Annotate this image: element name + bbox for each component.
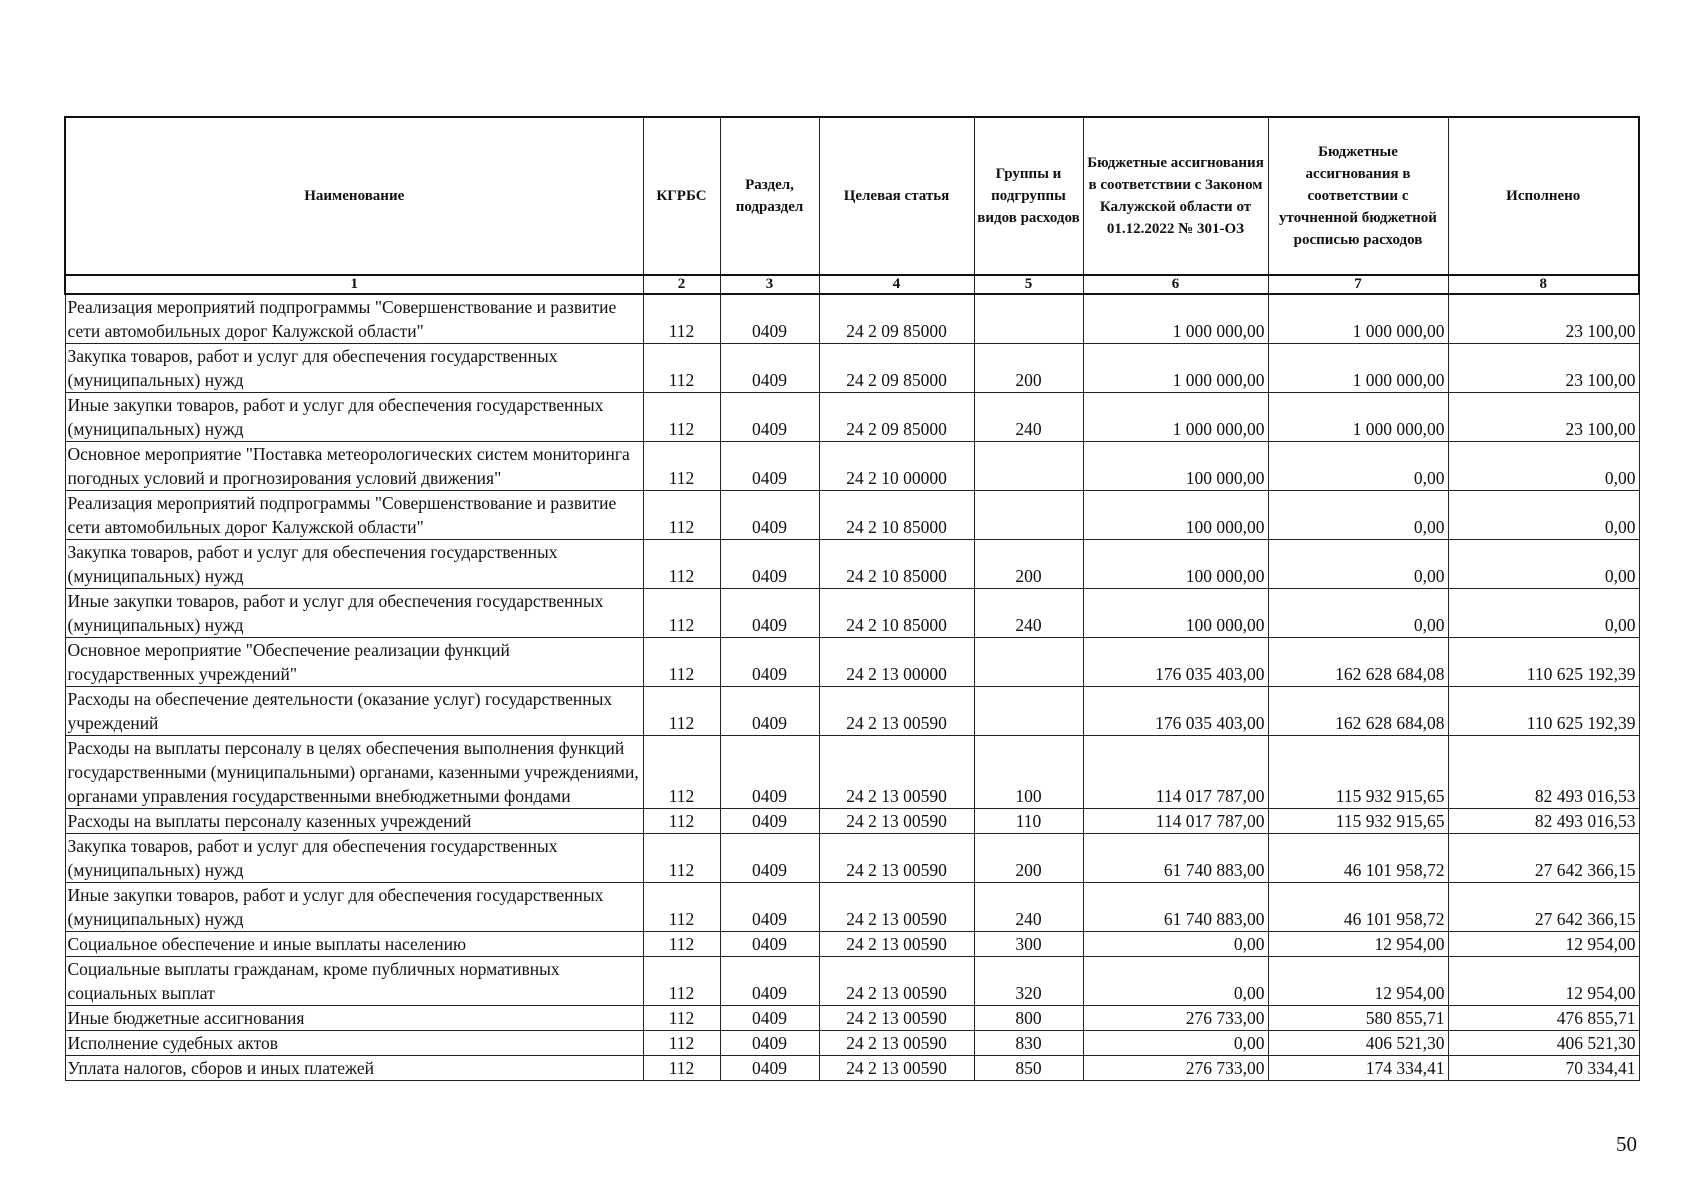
row-law: 1 000 000,00 [1083,344,1268,393]
row-law: 176 035 403,00 [1083,687,1268,736]
row-name: Расходы на выплаты персоналу в целях обеспечения выполнения функций государственными (муниципальными) органами, казенными учреждениями, органами управления государственными внебюджетными фондами [65,736,643,809]
header-expense-group: Группы и подгруппы видов расходов [974,117,1083,275]
row-executed: 0,00 [1448,442,1639,491]
row-target: 24 2 13 00590 [819,883,974,932]
row-group: 830 [974,1031,1083,1056]
row-executed: 476 855,71 [1448,1006,1639,1031]
row-revised: 1 000 000,00 [1268,294,1448,344]
row-kgrbs: 112 [643,687,720,736]
row-name: Социальные выплаты гражданам, кроме публичных нормативных социальных выплат [65,957,643,1006]
row-law: 176 035 403,00 [1083,638,1268,687]
row-kgrbs: 112 [643,442,720,491]
row-law: 1 000 000,00 [1083,294,1268,344]
row-group: 200 [974,540,1083,589]
row-section: 0409 [720,736,819,809]
column-number: 3 [720,275,819,294]
row-kgrbs: 112 [643,809,720,834]
row-law: 114 017 787,00 [1083,809,1268,834]
row-section: 0409 [720,442,819,491]
row-name: Реализация мероприятий подпрограммы "Совершенствование и развитие сети автомобильных дорог Калужской области" [65,294,643,344]
row-target: 24 2 13 00590 [819,1006,974,1031]
column-number: 6 [1083,275,1268,294]
table-row [65,1006,1639,1031]
row-law: 1 000 000,00 [1083,393,1268,442]
row-kgrbs: 112 [643,638,720,687]
table-row [65,294,1639,344]
table-row [65,687,1639,736]
row-revised: 12 954,00 [1268,957,1448,1006]
row-kgrbs: 112 [643,1006,720,1031]
row-law: 61 740 883,00 [1083,834,1268,883]
column-number: 7 [1268,275,1448,294]
row-law: 0,00 [1083,957,1268,1006]
row-executed: 0,00 [1448,491,1639,540]
row-kgrbs: 112 [643,957,720,1006]
row-section: 0409 [720,344,819,393]
row-name: Иные бюджетные ассигнования [65,1006,643,1031]
row-kgrbs: 112 [643,393,720,442]
row-revised: 12 954,00 [1268,932,1448,957]
row-name: Закупка товаров, работ и услуг для обеспечения государственных (муниципальных) нужд [65,344,643,393]
row-section: 0409 [720,1006,819,1031]
column-number: 1 [65,275,643,294]
row-law: 0,00 [1083,932,1268,957]
row-section: 0409 [720,883,819,932]
table-body [65,294,1639,1081]
row-executed: 110 625 192,39 [1448,638,1639,687]
row-target: 24 2 10 85000 [819,540,974,589]
table-row [65,589,1639,638]
table-row [65,393,1639,442]
header-law-allocation: Бюджетные ассигнования в соответствии с Законом Калужской области от 01.12.2022 № 301-ОЗ [1083,117,1268,275]
row-group: 200 [974,344,1083,393]
row-revised: 115 932 915,65 [1268,736,1448,809]
row-section: 0409 [720,589,819,638]
row-target: 24 2 13 00590 [819,1031,974,1056]
row-name: Расходы на выплаты персоналу казенных учреждений [65,809,643,834]
row-name: Реализация мероприятий подпрограммы "Совершенствование и развитие сети автомобильных дорог Калужской области" [65,491,643,540]
row-law: 61 740 883,00 [1083,883,1268,932]
header-kgrbs: КГРБС [643,117,720,275]
row-group: 200 [974,834,1083,883]
column-number-row [65,275,1639,294]
row-name: Основное мероприятие "Поставка метеорологических систем мониторинга погодных условий и прогнозирования условий движения" [65,442,643,491]
row-target: 24 2 10 85000 [819,589,974,638]
row-revised: 46 101 958,72 [1268,883,1448,932]
column-number: 2 [643,275,720,294]
row-target: 24 2 09 85000 [819,344,974,393]
row-target: 24 2 13 00590 [819,834,974,883]
row-section: 0409 [720,932,819,957]
row-law: 100 000,00 [1083,442,1268,491]
row-kgrbs: 112 [643,883,720,932]
row-kgrbs: 112 [643,1056,720,1081]
row-target: 24 2 13 00590 [819,687,974,736]
row-target: 24 2 13 00590 [819,736,974,809]
row-group: 850 [974,1056,1083,1081]
row-name: Расходы на обеспечение деятельности (оказание услуг) государственных учреждений [65,687,643,736]
table-row [65,442,1639,491]
row-revised: 1 000 000,00 [1268,344,1448,393]
row-target: 24 2 10 00000 [819,442,974,491]
table-row [65,491,1639,540]
row-executed: 12 954,00 [1448,932,1639,957]
row-name: Исполнение судебных актов [65,1031,643,1056]
row-name: Социальное обеспечение и иные выплаты населению [65,932,643,957]
row-executed: 0,00 [1448,589,1639,638]
row-executed: 0,00 [1448,540,1639,589]
row-section: 0409 [720,957,819,1006]
row-law: 276 733,00 [1083,1056,1268,1081]
row-group: 240 [974,393,1083,442]
row-group: 300 [974,932,1083,957]
table-row [65,638,1639,687]
row-section: 0409 [720,393,819,442]
table-row [65,932,1639,957]
row-target: 24 2 09 85000 [819,294,974,344]
row-revised: 0,00 [1268,540,1448,589]
row-executed: 23 100,00 [1448,344,1639,393]
row-law: 0,00 [1083,1031,1268,1056]
table-row [65,1031,1639,1056]
page-number: 50 [1616,1132,1637,1156]
row-revised: 0,00 [1268,589,1448,638]
row-section: 0409 [720,491,819,540]
row-revised: 174 334,41 [1268,1056,1448,1081]
row-section: 0409 [720,540,819,589]
row-target: 24 2 13 00590 [819,809,974,834]
row-section: 0409 [720,809,819,834]
row-group: 320 [974,957,1083,1006]
column-number: 5 [974,275,1083,294]
row-executed: 406 521,30 [1448,1031,1639,1056]
table-row [65,540,1639,589]
row-section: 0409 [720,638,819,687]
row-group: 240 [974,883,1083,932]
row-revised: 115 932 915,65 [1268,809,1448,834]
table-row [65,736,1639,809]
column-number: 4 [819,275,974,294]
row-kgrbs: 112 [643,932,720,957]
row-group: 110 [974,809,1083,834]
row-kgrbs: 112 [643,540,720,589]
row-section: 0409 [720,1031,819,1056]
row-target: 24 2 13 00000 [819,638,974,687]
row-group: 240 [974,589,1083,638]
row-group [974,491,1083,540]
table-header-row [65,117,1639,275]
row-group [974,687,1083,736]
row-executed: 82 493 016,53 [1448,809,1639,834]
table-row [65,883,1639,932]
row-group: 100 [974,736,1083,809]
row-name: Закупка товаров, работ и услуг для обеспечения государственных (муниципальных) нужд [65,834,643,883]
row-law: 114 017 787,00 [1083,736,1268,809]
row-target: 24 2 13 00590 [819,1056,974,1081]
row-group [974,442,1083,491]
header-name: Наименование [65,117,643,275]
row-executed: 27 642 366,15 [1448,834,1639,883]
row-kgrbs: 112 [643,736,720,809]
row-kgrbs: 112 [643,491,720,540]
row-revised: 1 000 000,00 [1268,393,1448,442]
row-kgrbs: 112 [643,1031,720,1056]
row-revised: 580 855,71 [1268,1006,1448,1031]
row-executed: 12 954,00 [1448,957,1639,1006]
row-group [974,294,1083,344]
row-section: 0409 [720,294,819,344]
row-executed: 27 642 366,15 [1448,883,1639,932]
table-row [65,809,1639,834]
row-executed: 23 100,00 [1448,294,1639,344]
table-row [65,1056,1639,1081]
row-executed: 110 625 192,39 [1448,687,1639,736]
row-revised: 0,00 [1268,442,1448,491]
row-law: 100 000,00 [1083,491,1268,540]
row-target: 24 2 10 85000 [819,491,974,540]
row-name: Уплата налогов, сборов и иных платежей [65,1056,643,1081]
row-law: 100 000,00 [1083,540,1268,589]
row-revised: 46 101 958,72 [1268,834,1448,883]
row-kgrbs: 112 [643,294,720,344]
table-row [65,344,1639,393]
row-group: 800 [974,1006,1083,1031]
row-name: Закупка товаров, работ и услуг для обеспечения государственных (муниципальных) нужд [65,540,643,589]
row-kgrbs: 112 [643,589,720,638]
column-number: 8 [1448,275,1639,294]
header-target-article: Целевая статья [819,117,974,275]
row-executed: 70 334,41 [1448,1056,1639,1081]
row-name: Основное мероприятие "Обеспечение реализации функций государственных учреждений" [65,638,643,687]
header-revised-allocation: Бюджетные ассигнования в соответствии с уточненной бюджетной росписью расходов [1268,117,1448,275]
row-kgrbs: 112 [643,834,720,883]
row-revised: 406 521,30 [1268,1031,1448,1056]
row-section: 0409 [720,687,819,736]
row-law: 276 733,00 [1083,1006,1268,1031]
row-target: 24 2 13 00590 [819,957,974,1006]
row-name: Иные закупки товаров, работ и услуг для обеспечения государственных (муниципальных) нужд [65,883,643,932]
row-revised: 162 628 684,08 [1268,638,1448,687]
row-name: Иные закупки товаров, работ и услуг для обеспечения государственных (муниципальных) нужд [65,393,643,442]
row-name: Иные закупки товаров, работ и услуг для обеспечения государственных (муниципальных) нужд [65,589,643,638]
budget-execution-table [64,116,1640,1081]
row-executed: 23 100,00 [1448,393,1639,442]
row-target: 24 2 09 85000 [819,393,974,442]
row-kgrbs: 112 [643,344,720,393]
header-section: Раздел, подраздел [720,117,819,275]
table-row [65,957,1639,1006]
row-revised: 162 628 684,08 [1268,687,1448,736]
row-section: 0409 [720,1056,819,1081]
table-row [65,834,1639,883]
header-executed: Исполнено [1448,117,1639,275]
row-group [974,638,1083,687]
row-law: 100 000,00 [1083,589,1268,638]
row-executed: 82 493 016,53 [1448,736,1639,809]
row-target: 24 2 13 00590 [819,932,974,957]
row-section: 0409 [720,834,819,883]
row-revised: 0,00 [1268,491,1448,540]
